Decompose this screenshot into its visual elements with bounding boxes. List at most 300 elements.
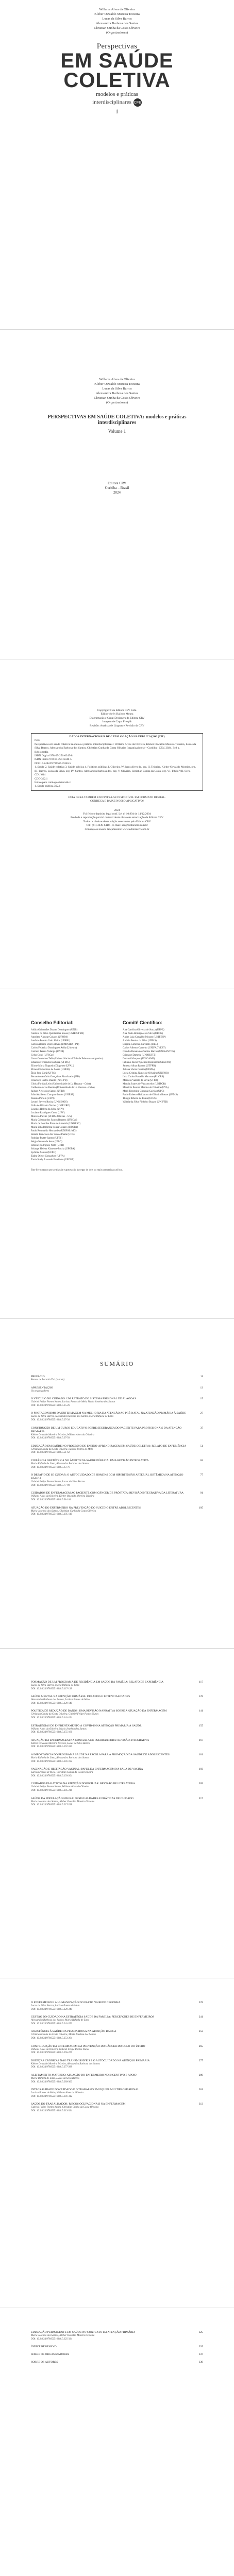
digital-notice	[31, 796, 203, 804]
toc-entry-title: SAÚDE DO TRABALHADOR: RISCOS OCUPACIONAIS NA ENFERMAGEM	[31, 2103, 126, 2106]
toc-entry-authors: Maria Rafaela de Lima, Alexsandra Barbosa dos Santos	[31, 1756, 89, 1759]
law-line: Proibida a reprodução parcial ou total desta obra sem autorização da Editora CRV	[70, 816, 164, 820]
board-member: Lúcia Cristina Nunes de Oliveira (UNIFOR)	[123, 1072, 169, 1075]
toc-entry-title: A IMPORTÂNCIA DO PROGRAMA SAÚDE NA ESCOLA PARA A PROMOÇÃO DA SAÚDE DE ADOLESCENTES	[31, 1753, 170, 1756]
law-line: Foi feito o depósito legal conf. Lei nº 10.994 de 14/12/2004	[83, 812, 151, 816]
editorial-board	[31, 1020, 111, 1162]
toc-entry-title: APRESENTAÇÃO	[31, 1386, 53, 1389]
toc-entry-authors: Gabriel Felipe Pontes Nunes, Christian Cunha da Costa Oliveira	[31, 2106, 99, 2109]
board-member: Rodrigo Pratte-Santos (UFES)	[31, 1137, 63, 1140]
toc-entry-page: 37	[200, 1426, 203, 1430]
toc-entry-page: 13	[200, 1386, 203, 1389]
catalog-line: Perspectivas em saúde coletiva: modelos e práticas interdisciplinares / Willams Alves da Oliveira, Kleber Oswaldo Moreira Teixeira, Lucas da Silva Barros, Alexsandra Barbosa dos Santos, Christian Cunha da Costa Oliveira (organizadores) – Curitiba : CRV, 2024. 340 p.	[35, 742, 196, 750]
toc-page-2	[0, 1649, 234, 1978]
toc-entry-title: ATUAÇÃO DO ENFERMEIRO NA PREVENÇÃO DO SUICÍDIO ENTRE ADOLESCENTES	[31, 1506, 141, 1510]
copyright-line: Imagem de Capa: Freepik	[102, 720, 132, 724]
toc-entry-line	[31, 1782, 203, 1786]
board-member: Fabiano Kleber Queiroz Bedenardi (CESUPA)	[123, 1061, 171, 1064]
toc-entry-page: 11	[200, 1375, 203, 1378]
title-page	[0, 330, 234, 659]
toc-entry-authors: Maria Rafaela de Lima, Alexsandra Barbosa dos Santos	[31, 1462, 89, 1465]
toc-entry-line	[31, 2030, 203, 2033]
toc-entry-page: 141	[198, 1709, 203, 1713]
cover-title-line2: COLETIVA	[63, 69, 171, 92]
author-line: Alexsandra Barbosa dos Santos	[95, 22, 139, 25]
author-line: Lucas da Silva Barros	[102, 387, 132, 391]
toc-entry-authors: Kleber Oswaldo Moreira Teixeira, Willams Alves da Oliveira	[31, 1433, 94, 1436]
toc-entry-line	[31, 2331, 203, 2334]
board-member: Brígida Gimenez Carvalho (UEL)	[123, 1043, 158, 1046]
board-member: Aldira Guimarães Duarte Domínguez (UNB)	[31, 1029, 78, 1031]
toc-entry[interactable]	[31, 1797, 203, 1807]
toc-entry[interactable]	[31, 1492, 203, 1502]
toc-entry-title: VACINAÇÃO E HESITAÇÃO VACINAL: PAPEL DA ENFERMAGEM NA SALA DE VACINA	[31, 1768, 143, 1771]
peer-review-note: Este livro passou por avaliação e aprovação às cegas de dois ou mais pareceristas ad hoc.	[31, 1169, 123, 1172]
toc-page-3	[0, 1978, 234, 2308]
board-member: Luciano Rodrigues Costa (UFV)	[31, 1112, 65, 1114]
toc-entry-page: 325	[198, 2331, 203, 2334]
toc-entry-title: O VÍNCULO NO CUIDADO: UM RETRATO DO SISTEMA PRISIONAL DE ALAGOAS	[31, 1397, 136, 1401]
toc-entry-page: 277	[198, 2059, 203, 2062]
toc-entry-authors: Gabriel Felipe Pontes Nunes, Larissa Pontes de Melo, Maria Joselma dos Santos	[31, 1401, 115, 1404]
toc-entry-page: 335	[198, 2345, 203, 2349]
toc-entry-page: 337	[198, 2353, 203, 2357]
toc-entry-doi: DOI: 10.24824/978652516346.5.91-104	[31, 1498, 71, 1501]
toc-entry-authors: Gabriel Felipe Pontes Nunes, Willams Alves da Oliveira	[31, 1786, 89, 1789]
board-member: Eduardo Fernandes Barbosa (UFMG)	[31, 1061, 70, 1064]
toc-entry-line	[31, 1797, 203, 1801]
toc-entry[interactable]	[31, 1768, 203, 1778]
toc-entry-page: 253	[198, 2030, 203, 2033]
board-member: Ana Paula Rodrigues da Silva (UFCG)	[123, 1032, 163, 1035]
toc-entry[interactable]	[31, 1397, 203, 1408]
board-member: Élsio José Corá (UFFS)	[31, 1072, 56, 1075]
author-line: Christian Cunha da Costa Oliveira	[94, 26, 140, 30]
toc-entry-doi: DOI: 10.24824/978652516346.5.289-300	[31, 2080, 72, 2083]
author-line: Alexsandra Barbosa dos Santos	[95, 392, 139, 395]
toc-entry-doi: DOI: 10.24824/978652516346.5.155-166	[31, 1731, 72, 1734]
law-line: Conheça os nossos lançamentos: www.editoracrv.com.br	[85, 827, 149, 831]
toc-entry-title: SAÚDE MENTAL NA ATENÇÃO PRIMÁRIA: DESAFIOS E POTENCIALIDADES	[31, 1695, 130, 1699]
toc-entry-line	[31, 1427, 203, 1434]
rights-line: ESTA OBRA TAMBÉM ENCONTRA-SE DISPONÍVEL EM FORMATO DIGITAL.	[68, 795, 166, 799]
organizers-label: (Organizadores)	[106, 31, 128, 35]
toc-entry-title: ÍNDICE REMISSIVO	[31, 2345, 57, 2349]
toc-entry-line	[31, 1506, 203, 1510]
toc-page-1	[0, 1319, 234, 1649]
board-member: Elione Maria Nogueira Diogenes (UFAL)	[31, 1065, 74, 1067]
toc-entry-page: 117	[198, 1681, 203, 1684]
toc-entry-authors: Renata de Lacerda Thá (e-book)	[31, 1379, 65, 1381]
toc-entry[interactable]	[31, 1739, 203, 1749]
board-member: Mauricio Pereira Martins de Oliveira (UVA)	[123, 1087, 169, 1089]
author-line: Kleber Oswaldo Moreira Teixeira	[94, 12, 140, 16]
toc-entry-line	[31, 1412, 203, 1415]
toc-entry-page: 181	[198, 1753, 203, 1756]
toc-entry-line	[31, 1739, 203, 1742]
board-member: Renato Francisco dos Santos Paula (UFG)	[31, 1133, 75, 1136]
toc-entry[interactable]	[31, 2103, 203, 2113]
toc-entry[interactable]	[31, 1753, 203, 1764]
toc-entry-title: CUIDADOS DE ENFERMAGEM AO PACIENTE COM CÂNCER DE PRÓSTATA: REVISÃO INTEGRATIVA DA LITERATURA	[31, 1492, 184, 1495]
toc-entry[interactable]	[31, 2030, 203, 2040]
cover-title	[31, 42, 203, 115]
catalog-line: DOI 10.24824/978652516346.5	[35, 761, 71, 765]
book-title: PERSPECTIVAS EM SAÚDE COLETIVA: modelos e práticas interdisciplinares	[47, 414, 187, 426]
toc-entry-title: EDUCAÇÃO PERMANENTE EM SAÚDE NO CONTEXTO DA ATENÇÃO PRIMÁRIA	[31, 2331, 136, 2334]
toc-entry-page: 339	[198, 2361, 203, 2364]
board-member: João Adalberto Campato Junior (UNESP)	[31, 1094, 74, 1096]
toc-entry-doi: DOI: 10.24824/978652516346.5.129-140	[31, 1702, 72, 1705]
toc-entry-authors: Maria Joselma dos Santos, Christian Cunha da Costa Oliveira	[31, 1510, 96, 1513]
toc-entry[interactable]	[31, 1386, 203, 1394]
toc-entry-title: POLÍTICA DE REDUÇÃO DE DANOS: UMA REVISÃO NARRATIVA SOBRE A ATUAÇÃO DA ENFERMAGEM	[31, 1709, 167, 1713]
toc-entry-doi: DOI: 10.24824/978652516346.5.77-90	[31, 1484, 70, 1487]
toc-entry-doi: DOI: 10.24824/978652516346.5.117-128	[31, 1687, 72, 1690]
board-member: Leonel Severo Rocha (UNISINOS)	[31, 1101, 68, 1104]
board-member: Andre Luiz Carvalho Moraes (UNIFESP)	[123, 1036, 166, 1039]
toc-entry[interactable]	[31, 2345, 203, 2349]
board-member: Cesar Gerónimo Tello (Univer. Nacional Três de Febrero – Argentina)	[31, 1058, 104, 1060]
toc-entry-doi: DOI: 10.24824/978652516346.5.181-192	[31, 1760, 72, 1763]
catalog-line: ISBN Físico 978-65-251-6346-5	[35, 758, 72, 761]
toc-entry-line	[31, 1709, 203, 1713]
toc-entry-authors: Willams Alves da Oliveira, Gabriel Felipe Pontes Nunes	[31, 2048, 89, 2051]
toc-entry[interactable]	[31, 1695, 203, 1705]
board-member: Andréa Pereira da Silva (UFMS)	[123, 1040, 157, 1042]
toc-entry[interactable]	[31, 1473, 203, 1487]
title-authors	[31, 377, 203, 405]
toc-entry-page: 51	[200, 1444, 203, 1448]
catalog-card	[31, 733, 203, 791]
toc-entry-authors: Christian Cunha da Costa Oliveira, Maria Joselma dos Santos	[31, 2033, 96, 2037]
catalog-line: CDD 362.1	[35, 777, 48, 781]
toc-entry-authors: Maria Joselma dos Santos, Kleber Oswaldo Moreira Teixeira	[31, 2334, 95, 2337]
toc-entry-page: 63	[200, 1459, 203, 1462]
toc-entry-title: O ENFERMEIRO E A HUMANIZAÇÃO DO PARTO NA REDE CEGONHA	[31, 2001, 121, 2004]
board-member: Valéria da Silva Pinheiro Buzato (UNIFEB)	[123, 1101, 168, 1104]
toc-entry[interactable]	[31, 1724, 203, 1735]
board-member: Paulo Romualdo Hernandes (UNIFAL-MG)	[31, 1130, 77, 1132]
toc-entry-line	[31, 1695, 203, 1699]
toc-entry-authors: Kleber Oswaldo Moreira Teixeira, Lucas da Silva Barros	[31, 1742, 90, 1745]
toc-entry-doi: DOI: 10.24824/978652516346.5.325-334	[31, 2337, 72, 2341]
editorial-board-heading: Conselho Editorial:	[31, 1020, 74, 1025]
toc-entry-title: PREFÁCIO	[31, 1375, 45, 1378]
board-member: Lourdes Helena da Silva (UFV)	[31, 1108, 64, 1111]
board-member: Manuela Valente da Silva (UFPB)	[123, 1079, 158, 1082]
toc-entry-line	[31, 1724, 203, 1728]
toc-entry-line	[31, 1459, 203, 1463]
toc-entry-title: O PROTAGONISMO DA ENFERMAGEM NA MELHORIA DA ATENÇÃO AO PRÉ-NATAL NA ATENÇÃO PRIMÁRIA À SAÚDE	[31, 1412, 186, 1415]
toc-entry-doi: DOI: 10.24824/978652516346.5.277-288	[31, 2066, 72, 2069]
board-member: Solange Helena Ximenes-Rocha (UFOPA)	[31, 1148, 75, 1150]
board-member: Dalvani Marques (UNICAMP)	[123, 1058, 155, 1060]
toc-entry-doi: DOI: 10.24824/978652516346.5.27-36	[31, 1418, 70, 1421]
board-member: Guillermo Arias Beatón (Universidade de La Havana – Cuba)	[31, 1087, 95, 1089]
board-member: Elizeu Clementino de Souza (UNEB)	[31, 1069, 70, 1071]
toc-entry-title: CUIDADOS PALIATIVOS NA ATENÇÃO DOMICILIAR: REVISÃO DE LITERATURA	[31, 1782, 135, 1786]
publisher-logo-icon: CFE	[133, 98, 142, 107]
toc-entry-line	[31, 1768, 203, 1771]
toc-entry-title: CONSTRUÇÃO DE UM CURSO EDUCATIVO SOBRE SEGURANÇA DO PACIENTE PARA PROFISSIONAIS DA ATENÇÃO PRIMÁRIA	[31, 1426, 182, 1433]
catalog-line: Bibliografia	[35, 750, 48, 754]
copyright-line: Diagramação e Capa: Designers da Editora CRV	[89, 716, 145, 720]
law-line: Tel.: (41) 3039-6418 – E-mail: sac@editoracrv.com.br	[86, 824, 148, 827]
catalog-line: 1. Saúde 2. Saúde coletiva 3. Saúde pública 4. Políticas públicas I. Oliveira, Willams Alves da. org. II. Teixeira, Kleber Oswaldo Moreira. org. III. Barros, Lucas da Silva. org. IV. Santos, Alexsandra Barbosa dos. org. V. Oliveira, Christian Cunha da Costa. org. VI. Título VII. Série.	[35, 766, 196, 773]
toc-entry-line	[31, 2345, 203, 2349]
toc-entry-doi: DOI: 10.24824/978652516346.5.205-216	[31, 1789, 72, 1792]
toc-entry-authors: Maria Joselma dos Santos, Kleber Oswaldo Moreira Teixeira	[31, 1800, 95, 1803]
toc-entry-authors: Alexsandra Barbosa dos Santos, Maria Rafaela de Lima	[31, 2019, 90, 2022]
board-member: Juliana Vieira Cutrim (UFMA)	[123, 1069, 155, 1071]
toc-entry-authors: Christian Cunha da Costa Oliveira, Larissa Pontes de Melo	[31, 1448, 93, 1451]
toc-entry[interactable]	[31, 1427, 203, 1440]
copyright-line: Copyright © da Editora CRV Ltda.	[97, 709, 137, 712]
toc-entry-authors: Gabriel Felipe Pontes Nunes, Lucas da Silva Barros	[31, 1481, 86, 1484]
toc-entry-title: FORMAÇÃO DE UM PROGRAMA DE RESIDÊNCIA EM SAÚDE DA FAMÍLIA: RELATO DE EXPERIÊNCIA	[31, 1681, 164, 1684]
toc-entry-page: 241	[198, 2015, 203, 2019]
toc-entry[interactable]	[31, 1506, 203, 1517]
cover-authors	[31, 7, 203, 35]
cover-subtitle-2: interdisciplinares	[92, 99, 131, 106]
author-line: Kleber Oswaldo Moreira Teixeira	[94, 382, 140, 386]
toc-entry-doi: DOI: 10.24824/978652516346.5.265-276	[31, 2052, 72, 2055]
board-member: Ana Carolina Oliveira de Souza (UFPE)	[123, 1029, 164, 1031]
toc-entry[interactable]	[31, 2001, 203, 2011]
organizers-label: (Organizadores)	[106, 401, 128, 404]
publisher-city: Curitiba – Brasil	[105, 486, 129, 490]
toc-entry-title: ESTRATÉGIAS DE ENFRENTAMENTO À COVID-19 NA ATENÇÃO PRIMÁRIA À SAÚDE	[31, 1724, 142, 1727]
catalog-line: ISBN Digital 978-65-251-6345-8	[35, 754, 73, 758]
toc-entry-line	[31, 2361, 203, 2364]
toc-entry-doi: DOI: 10.24824/978652516346.5.217-228	[31, 1804, 72, 1807]
toc-entry-authors: Maria Rafaela de Lima, Lucas da Silva Barros	[31, 2077, 79, 2080]
board-member: Cristiane Dameda (UNIOESTE)	[123, 1054, 156, 1057]
toc-entry[interactable]	[31, 2045, 203, 2055]
toc-entry-line	[31, 2015, 203, 2019]
toc-entry[interactable]	[31, 1375, 203, 1382]
publisher-info	[31, 481, 203, 495]
cover-pre-title: Perspectivas	[96, 42, 138, 50]
board-member: Simone Rodrigues Pinto (UNB)	[31, 1144, 64, 1147]
board-member: Luiz Carlos Porcello Marrone (PUCRS)	[123, 1076, 164, 1078]
author-line: Lucas da Silva Barros	[102, 17, 132, 21]
board-member: Thiago Ribeiro de Paula (UFES)	[123, 1097, 157, 1100]
board-member: Carlos Alberto Vilar Estêvão (UMINHO – PT)	[31, 1043, 79, 1046]
toc-entry-authors: Lucas da Silva Barros, Larissa Pontes de Melo	[31, 2005, 80, 2007]
toc-entry-line	[31, 1375, 203, 1379]
toc-entry-page: 15	[200, 1397, 203, 1401]
toc-entry[interactable]	[31, 2353, 203, 2357]
cover-page	[0, 0, 234, 330]
toc-entry-line	[31, 2001, 203, 2005]
board-member: Antônio Pereira Gaio Júnior (UFRRJ)	[31, 1040, 71, 1042]
boards-page	[0, 989, 234, 1319]
author-line: Christian Cunha da Costa Oliveira	[94, 396, 140, 400]
cover-volume: 1	[115, 108, 119, 115]
publication-year: 2024	[113, 490, 121, 495]
toc-entry-page: 91	[200, 1492, 203, 1495]
board-member: Marcelo Paixão (UFRJ e UTexas – US)	[31, 1115, 72, 1118]
board-member: Janesca Alban Roman (UTFPR)	[123, 1065, 156, 1067]
toc-entry-authors: Willams Alves da Oliveira, Maria Joselma dos Santos	[31, 1727, 87, 1731]
board-member: Maria Cristina dos Santos Bezerra (UFSCar)	[31, 1119, 77, 1122]
toc-entry[interactable]	[31, 1445, 203, 1455]
toc-entry-page: 155	[198, 1724, 203, 1727]
board-member: Tania Suely Azevedo Brasileiro (UFOPA)	[31, 1159, 74, 1161]
toc-entry-line	[31, 1492, 203, 1495]
law-line: Todos os direitos desta edição reservados pela Editora CRV	[83, 820, 151, 823]
board-member: Anselmo Alencar Colares (UFOPA)	[31, 1036, 68, 1039]
toc-entry[interactable]	[31, 2015, 203, 2026]
board-member: Celso Conti (UFSCar)	[31, 1054, 54, 1057]
toc-entry-title: ALEITAMENTO MATERNO: ATUAÇÃO DO ENFERMEIRO NO INCENTIVO E APOIO	[31, 2073, 137, 2077]
scientific-committee	[123, 1020, 203, 1162]
board-member: Andréia da Silva Quintanilha Sousa (UNIR/UFRN)	[31, 1032, 85, 1035]
board-member: Marcia Soares de Vasconcelos (UNIFOR)	[123, 1083, 166, 1086]
toc-entry-authors: Kleber Oswaldo Moreira Teixeira, Alexsandra Barbosa dos Santos	[31, 2062, 100, 2065]
toc-entry-authors: Lucas da Silva Barros, Alexsandra Barbosa dos Santos, Maria Rafaela de Lima	[31, 1415, 113, 1418]
toc-page-4	[0, 2308, 234, 2576]
board-member: Carlos Federico Dominguez Avila (Unieuro)	[31, 1047, 77, 1049]
toc-entry-line	[31, 2103, 203, 2106]
board-member: Marli Terezinha Gimeniz Galvão (UFC)	[123, 1090, 164, 1093]
toc-entry[interactable]	[31, 1681, 203, 1691]
toc-entry-page: 229	[198, 2001, 203, 2004]
author-line: Willams Alves da Oliveira	[99, 378, 135, 381]
toc-entry[interactable]	[31, 1709, 203, 1720]
toc-entry-page: 193	[198, 1768, 203, 1771]
toc-entry-doi: DOI: 10.24824/978652516346.5.105-116	[31, 1513, 72, 1516]
cover-title-line1: EM SAÚDE	[60, 49, 174, 72]
board-member: Claudia Renata dos Santos Barros (UNISANTOS)	[123, 1050, 175, 1053]
toc-entry-title: DOENÇAS CRÔNICAS NÃO TRANSMISSÍVEIS E O AUTOCUIDADO NA ATENÇÃO PRIMÁRIA	[31, 2059, 150, 2062]
toc-entry[interactable]	[31, 2074, 203, 2084]
toc-entry-line	[31, 1681, 203, 1684]
toc-entry-page: 301	[198, 2088, 203, 2092]
toc-entry-line	[31, 2059, 203, 2063]
book-volume: Volume 1	[108, 429, 126, 434]
toc-entry-doi: DOI: 10.24824/978652516346.5.51-62	[31, 1451, 70, 1454]
toc-entry-doi: DOI: 10.24824/978652516346.5.193-204	[31, 1774, 72, 1777]
catalog-line: CDU 614	[35, 773, 46, 777]
board-member: Carmen Tereza Velanga (UNIR)	[31, 1050, 64, 1053]
board-member: Gloria Fariñas León (Universidade de La Havana – Cuba)	[31, 1083, 91, 1086]
scientific-committee-heading: Comitê Científico:	[123, 1020, 163, 1025]
toc-entry-authors: Willams Alves da Oliveira, Kleber Oswaldo Moreira Teixeira	[31, 1495, 94, 1498]
board-member: Carlos Alberto Carneiro (UNIFACVEST)	[123, 1047, 166, 1049]
law-line: 2024	[114, 808, 120, 812]
catalog-heading: DADOS INTERNACIONAIS DE CATALOGAÇÃO NA PUBLICAÇÃO (CIP)	[69, 735, 165, 739]
toc-entry-authors: Larissa Pontes de Melo, Christian Cunha da Costa Oliveira	[31, 1771, 93, 1774]
catalog-line: 1. Saúde pública 362.1	[35, 785, 61, 788]
toc-entry-title: CONTRIBUIÇÃO DA ENFERMAGEM NA PREVENÇÃO DO CÂNCER DO COLO DO ÚTERO	[31, 2044, 145, 2048]
toc-entry-line	[31, 1753, 203, 1757]
toc-entry-authors: Os organizadores	[31, 1389, 49, 1393]
toc-entry-authors: Lucas da Silva Barros, Maria Rafaela de Lima	[31, 1684, 79, 1687]
toc-entry[interactable]	[31, 2331, 203, 2341]
board-member: Fernando Antônio Gonçalves Alcoforado (IPB)	[31, 1076, 80, 1078]
publisher-name: Editora CRV	[107, 481, 127, 485]
toc-entry-authors: Alexsandra Barbosa dos Santos, Larissa Pontes de Melo	[31, 1699, 90, 1702]
toc-entry-page: 205	[198, 1782, 203, 1786]
board-member: Jailson Alves dos Santos (UFRJ)	[31, 1090, 65, 1093]
toc-entry-line	[31, 2074, 203, 2077]
toc-entry-title: SOBRE OS ORGANIZADORES	[31, 2353, 70, 2357]
board-member: Sydione Santos (UEPG)	[31, 1151, 56, 1154]
board-member: Francisco Carlos Duarte (PUC-PR)	[31, 1079, 68, 1082]
toc-entry-doi: DOI: 10.24824/978652516346.5.301-312	[31, 2095, 72, 2098]
toc-entry[interactable]	[31, 1412, 203, 1422]
copyright-line: Revisão: Analista de Línguas e Revisão da CRV	[89, 724, 145, 727]
toc-entry-page: 77	[200, 1473, 203, 1477]
toc-entry-doi: DOI: 10.24824/978652516346.5.313-324	[31, 2109, 72, 2112]
toc-title: SUMÁRIO	[100, 1360, 134, 1367]
catalog-line: Índice para catálogo sistemático	[35, 781, 71, 784]
toc-entry-line	[31, 2045, 203, 2048]
toc-entry-page: 27	[200, 1412, 203, 1415]
cover-subtitle: modelos e práticas	[96, 91, 138, 97]
rights-line: CONHEÇA E BAIXE NOSSO APLICATIVO!	[90, 800, 144, 803]
toc-entry-page: 313	[198, 2103, 203, 2106]
toc-entry-page: 217	[198, 1797, 203, 1800]
author-line: Willams Alves da Oliveira	[99, 8, 135, 11]
toc-entry-doi: DOI: 10.24824/978652516346.5.141-154	[31, 1716, 72, 1719]
board-member: Sérgio Nunes de Jesus (IFRO)	[31, 1141, 62, 1143]
board-member: Maria de Lourdes Pinto de Almeida (UNOESC)	[31, 1123, 81, 1125]
toc-entry-title: INTEGRALIDADE DO CUIDADO E O TRABALHO EM EQUIPE MULTIPROFISSIONAL	[31, 2088, 139, 2092]
toc-entry-title: SAÚDE DA POPULAÇÃO NEGRA: DESIGUALDADES E PRÁTICAS DE CUIDADO	[31, 1797, 133, 1800]
board-member: Josania Portela (UFPI)	[31, 1097, 55, 1100]
toc-entry-page: 129	[198, 1695, 203, 1699]
board-member: Tadeu Oliver Gonçalves (UFPA)	[31, 1155, 65, 1158]
toc-entry-page: 167	[198, 1738, 203, 1742]
board-member: Lídia de Oliveira Xavier (UNIEURO)	[31, 1105, 71, 1107]
toc-entry-authors: Christian Cunha da Costa Oliveira, Gabriel Felipe Pontes Nunes	[31, 1713, 99, 1716]
toc-entry-page: 289	[198, 2073, 203, 2077]
toc-entry-line	[31, 1445, 203, 1448]
toc-entry-title: ASSISTÊNCIA À SAÚDE DA PESSOA IDOSA NA ATENÇÃO BÁSICA	[31, 2030, 116, 2033]
catalog-line: P467	[35, 739, 41, 742]
toc-entry[interactable]	[31, 2059, 203, 2070]
legal-notice	[31, 809, 203, 832]
toc-entry-doi: DOI: 10.24824/978652516346.5.63-76	[31, 1466, 70, 1469]
toc-entry-title: ATUAÇÃO DA ENFERMAGEM NA CONSULTA DE PUERICULTURA: REVISÃO INTEGRATIVA	[31, 1738, 149, 1742]
toc-entry-title: EDUCAÇÃO EM SAÚDE NO PROCESSO DE ENSINO-APRENDIZAGEM EM SAÚDE COLETIVA: RELATO DE EXPERIÊNCIA	[31, 1444, 187, 1448]
toc-entry[interactable]	[31, 1782, 203, 1792]
toc-entry-title: GESTÃO DO CUIDADO NA ESTRATÉGIA SAÚDE DA FAMÍLIA: PERCEPÇÕES DE ENFERMEIROS	[31, 2015, 155, 2019]
copyright-top	[31, 709, 203, 728]
toc-entry-doi: DOI: 10.24824/978652516346.5.15-26	[31, 1404, 70, 1407]
toc-entry[interactable]	[31, 2088, 203, 2098]
toc-entry[interactable]	[31, 1459, 203, 1469]
toc-entry-doi: DOI: 10.24824/978652516346.5.167-180	[31, 1745, 72, 1749]
toc-entry-doi: DOI: 10.24824/978652516346.5.37-50	[31, 1437, 70, 1440]
toc-entry-line	[31, 1386, 203, 1390]
toc-entry-line	[31, 1397, 203, 1401]
toc-entry-title: VIOLÊNCIA OBSTÉTRICA NO ÂMBITO DA SAÚDE PÚBLICA: UMA REVISÃO INTEGRATIVA	[31, 1459, 149, 1462]
toc-entry-line	[31, 2353, 203, 2357]
toc-entry-authors: Larissa Pontes de Melo, Willams Alves da Oliveira	[31, 2092, 84, 2095]
copyright-page	[0, 659, 234, 989]
toc-entry-doi: DOI: 10.24824/978652516346.5.229-240	[31, 2008, 72, 2011]
board-member: Paulo Roberto Haidamus de Oliveira Bastos (UFMS)	[123, 1094, 178, 1096]
toc-entry-title: O DESAFIO DE SE CUIDAR: O AUTOCUIDADO DE HOMENS COM HIPERTENSÃO ARTERIAL SISTÊMICA NA ATENÇÃO BÁSICA	[31, 1473, 183, 1481]
toc-entry-page: 265	[198, 2044, 203, 2048]
toc-entry[interactable]	[31, 2361, 203, 2364]
copyright-line: Editor-chefe: Railson Moura	[101, 713, 133, 716]
